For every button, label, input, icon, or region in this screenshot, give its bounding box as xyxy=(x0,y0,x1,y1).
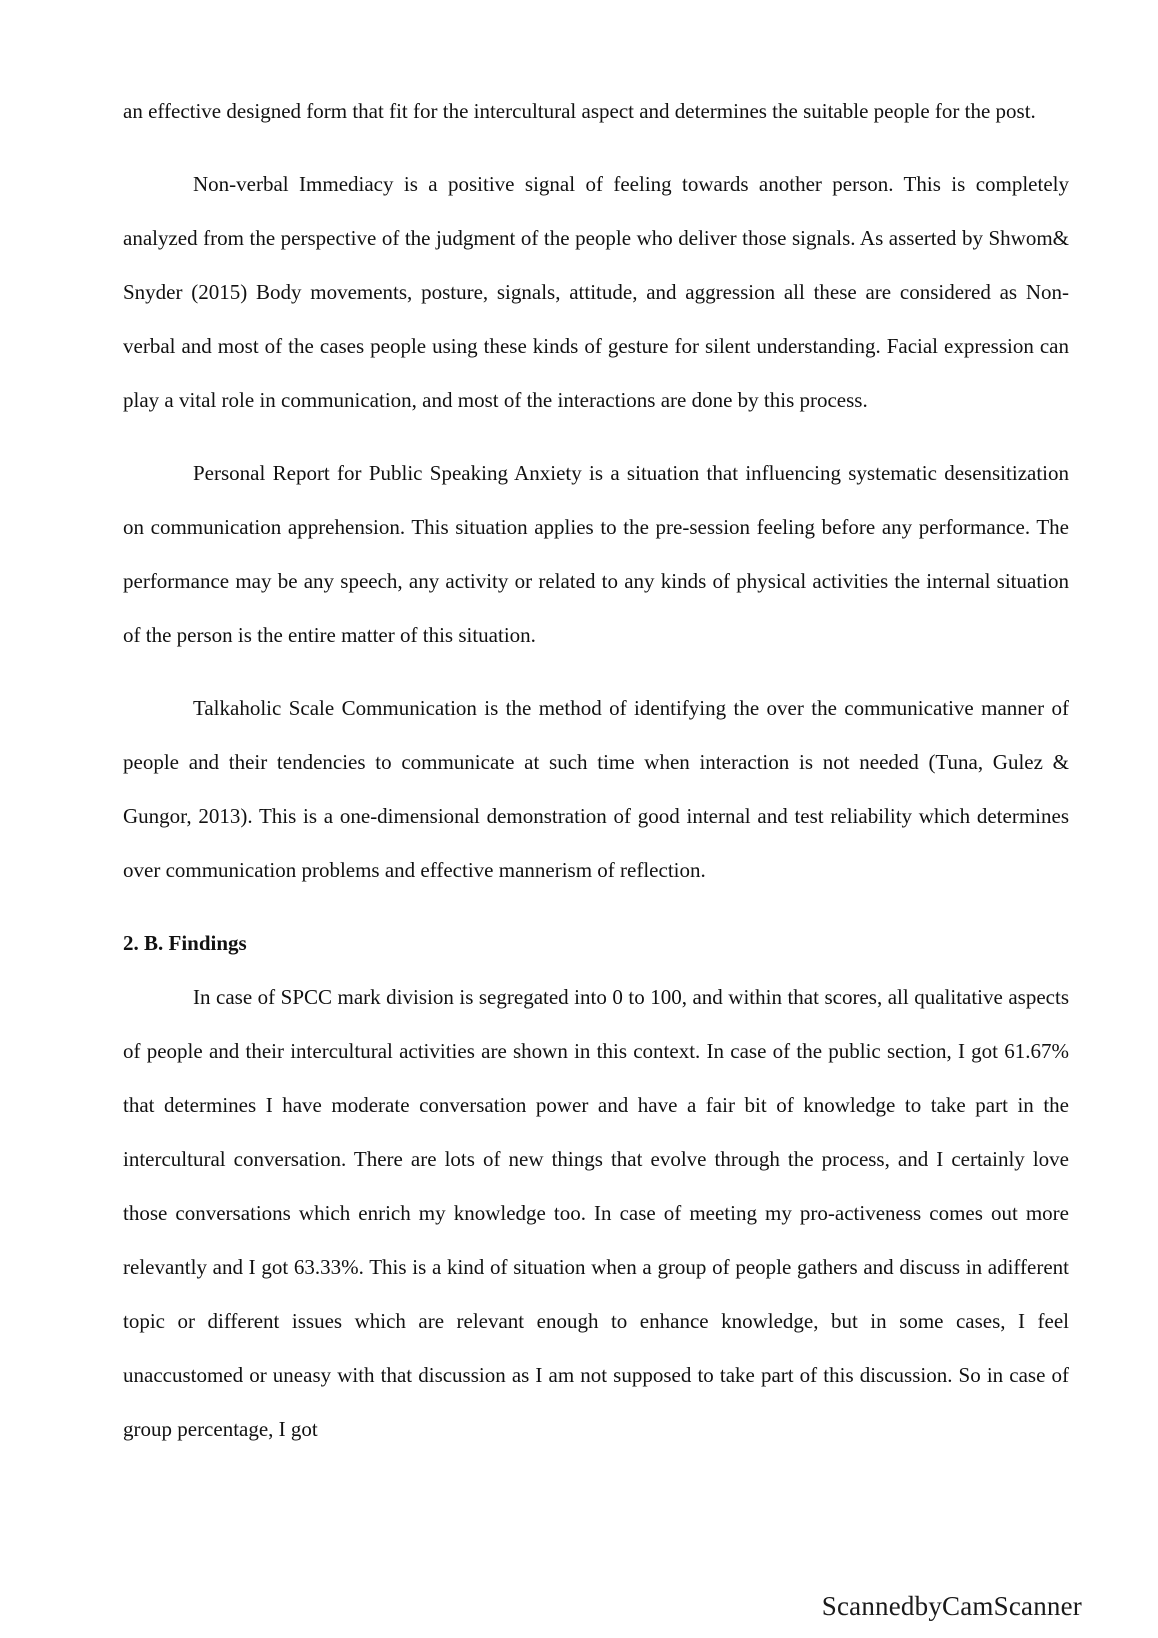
document-page xyxy=(123,84,1069,1456)
paragraph-gap xyxy=(123,897,1069,916)
paragraph-gap xyxy=(123,138,1069,157)
paragraph-gap xyxy=(123,662,1069,681)
paragraph-gap xyxy=(123,427,1069,446)
paragraph-public-speaking-anxiety: Personal Report for Public Speaking Anxiety is a situation that influencing systematic desensitization on communication apprehension. This situation applies to the pre-session feeling before any performance. The performance may be any speech, any activity or related to any kinds of physical activities the internal situation of the person is the entire matter of this situation. xyxy=(123,461,1069,647)
paragraph-nonverbal-immediacy: Non-verbal Immediacy is a positive signal of feeling towards another person. This is completely analyzed from the perspective of the judgment of the people who deliver those signals. As asserted by Shwom& Snyder (2015) Body movements, posture, signals, attitude, and aggression all these are considered as Non-verbal and most of the cases people using these kinds of gesture for silent understanding. Facial expression can play a vital role in communication, and most of the interactions are done by this process. xyxy=(123,172,1069,412)
paragraph-continuation: an effective designed form that fit for the intercultural aspect and determines the suitable people for the post. xyxy=(123,99,1036,123)
paragraph-findings: In case of SPCC mark division is segregated into 0 to 100, and within that scores, all qualitative aspects of people and their intercultural activities are shown in this context. In case of the public section, I got 61.67% that determines I have moderate conversation power and have a fair bit of knowledge to take part in the intercultural conversation. There are lots of new things that evolve through the process, and I certainly love those conversations which enrich my knowledge too. In case of meeting my pro-activeness comes out more relevantly and I got 63.33%. This is a kind of situation when a group of people gathers and discuss in adifferent topic or different issues which are relevant enough to enhance knowledge, but in some cases, I feel unaccustomed or uneasy with that discussion as I am not supposed to take part of this discussion. So in case of group percentage, I got xyxy=(123,985,1069,1441)
section-heading-findings: 2. B. Findings xyxy=(123,931,247,955)
paragraph-talkaholic-scale: Talkaholic Scale Communication is the method of identifying the over the communicative manner of people and their tendencies to communicate at such time when interaction is not needed (Tuna, Gulez & Gungor, 2013). This is a one-dimensional demonstration of good internal and test reliability which determines over communication problems and effective mannerism of reflection. xyxy=(123,696,1069,882)
scanner-watermark: ScannedbyCamScanner xyxy=(821,1591,1082,1621)
